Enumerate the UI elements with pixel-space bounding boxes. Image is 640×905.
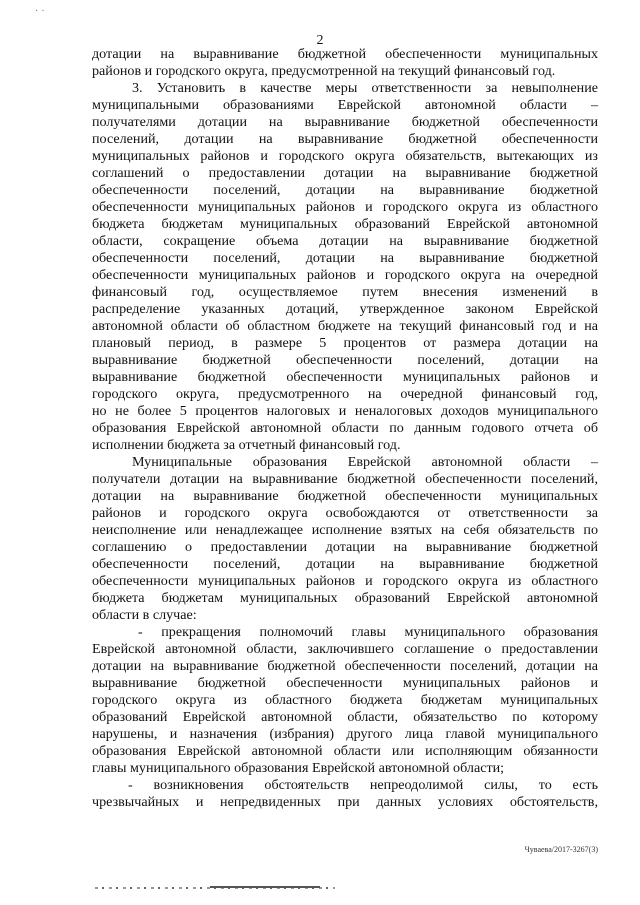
text-line: поселений, дотации на выравнивание бюджетной обеспеченности xyxy=(92,131,598,147)
text-line: обеспеченности поселений, дотации на выравнивание бюджетной xyxy=(92,250,598,266)
text-line: чрезвычайных и непредвиденных при данных условиях обстоятельств, xyxy=(92,794,598,810)
text-line: районов и городского округа освобождаются от ответственности за xyxy=(92,505,598,521)
text-line: городского округа из областного бюджета бюджетам муниципальных xyxy=(92,692,598,708)
text-line: выравнивание бюджетной обеспеченности муниципальных районов и xyxy=(92,369,598,385)
text-line: муниципальными образованиями Еврейской автономной области – xyxy=(92,97,598,113)
scan-mark: · · xyxy=(35,6,45,17)
text-line: выравнивание бюджетной обеспеченности поселений, дотации на xyxy=(92,352,598,368)
paragraph-3-start: 3. Установить в качестве меры ответственности за невыполнение xyxy=(132,80,598,96)
text-line: бюджета бюджетам муниципальных образований Еврейской автономной xyxy=(92,216,598,232)
text-line: обеспеченности муниципальных районов и городского округа на очередной xyxy=(92,267,598,283)
text-line: городского округа, предусмотренного на очередной финансовый год, xyxy=(92,386,598,402)
list-item-start: - прекращения полномочий главы муниципального образования xyxy=(138,624,598,640)
text-line: но не более 5 процентов налоговых и неналоговых доходов муниципального xyxy=(92,403,598,419)
text-line: бюджета бюджетам муниципальных образований Еврейской автономной xyxy=(92,590,598,606)
page-number: 2 xyxy=(316,33,324,48)
document-body xyxy=(92,46,598,811)
text-line: нарушены, и назначения (избрания) другого лица главой муниципального xyxy=(92,726,598,742)
text-line: районов и городского округа, предусмотренной на текущий финансовый год. xyxy=(92,63,556,79)
text-line: обеспеченности муниципальных районов и городского округа из областного xyxy=(92,199,598,215)
text-line: главы муниципального образования Еврейской автономной области; xyxy=(92,760,505,776)
text-line: образования Еврейской автономной области по данным годового отчета об xyxy=(92,420,598,436)
text-line: неисполнение или ненадлежащее исполнение взятых на себя обязательств по xyxy=(92,522,598,538)
text-line: дотации на выравнивание бюджетной обеспеченности муниципальных xyxy=(92,488,598,504)
scan-artifact xyxy=(210,886,320,888)
text-line: соглашению о предоставлении дотации на выравнивание бюджетной xyxy=(92,539,598,555)
text-line: плановый период, в размере 5 процентов от размера дотации на xyxy=(92,335,598,351)
text-line: муниципальных районов и городского округа обязательств, вытекающих из xyxy=(92,148,598,164)
list-item-start: - возникновения обстоятельств непреодолимой силы, то есть xyxy=(128,777,598,793)
text-line: получателями дотации на выравнивание бюджетной обеспеченности xyxy=(92,114,598,130)
text-line: обеспеченности муниципальных районов и городского округа из областного xyxy=(92,573,598,589)
paragraph-start: Муниципальные образования Еврейской автономной области – xyxy=(132,454,598,470)
text-line: распределение указанных дотаций, утвержденное законом Еврейской xyxy=(92,301,598,317)
text-line: соглашений о предоставлении дотации на выравнивание бюджетной xyxy=(92,165,598,181)
document-code: Чуваева/2017-3267(3) xyxy=(524,845,598,854)
text-line: автономной области об областном бюджете на текущий финансовый год и на xyxy=(92,318,598,334)
text-line: образования Еврейской автономной области или исполняющим обязанности xyxy=(92,743,598,759)
text-line: обеспеченности поселений, дотации на выравнивание бюджетной xyxy=(92,556,598,572)
text-line: образований Еврейской автономной области, обязательство по которому xyxy=(92,709,598,725)
text-line: финансовый год, осуществляемое путем внесения изменений в xyxy=(92,284,598,300)
text-line: Еврейской автономной области, заключившего соглашение о предоставлении xyxy=(92,641,598,657)
text-line: получатели дотации на выравнивание бюджетной обеспеченности поселений, xyxy=(92,471,598,487)
text-line: области в случае: xyxy=(92,607,197,623)
text-line: дотации на выравнивание бюджетной обеспеченности поселений, дотации на xyxy=(92,658,598,674)
text-line: области, сокращение объема дотации на выравнивание бюджетной xyxy=(92,233,598,249)
text-line: выравнивание бюджетной обеспеченности муниципальных районов и xyxy=(92,675,598,691)
text-line: дотации на выравнивание бюджетной обеспеченности муниципальных xyxy=(92,46,598,62)
text-line: обеспеченности поселений, дотации на выравнивание бюджетной xyxy=(92,182,598,198)
text-line: исполнении бюджета за отчетный финансовый год. xyxy=(92,437,401,453)
